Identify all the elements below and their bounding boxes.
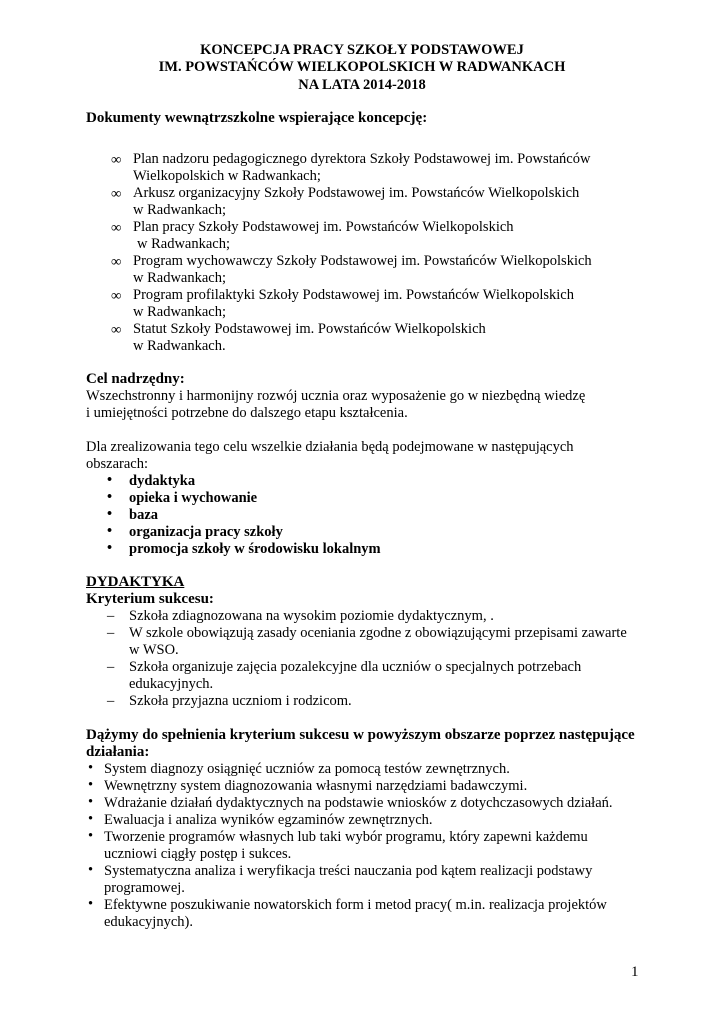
actions-heading-line-1: Dążymy do spełnienia kryterium sukcesu w powyższym obszarze poprzez następujące bbox=[86, 727, 635, 743]
didactics-heading: DYDAKTYKA bbox=[86, 574, 185, 590]
document-item-line-1: Program profilaktyki Szkoły Podstawowej im. Powstańców Wielkopolskich bbox=[133, 287, 574, 303]
bullet-icon: • bbox=[88, 777, 94, 793]
document-item-line-1: Plan pracy Szkoły Podstawowej im. Powstańców Wielkopolskich bbox=[133, 219, 514, 235]
action-item-line-1: Systematyczna analiza i weryfikacja treści nauczania pod kątem realizacji podstawy bbox=[104, 863, 593, 879]
bullet-icon: • bbox=[107, 472, 113, 488]
infinity-bullet-icon: ∞ bbox=[111, 220, 122, 236]
criterion-item-line-1: W szkole obowiązują zasady oceniania zgodne z obowiązującymi przepisami zawarte bbox=[129, 625, 627, 641]
goal-line-1: Wszechstronny i harmonijny rozwój ucznia oraz wyposażenie go w niezbędną wiedzę bbox=[86, 388, 586, 404]
area-item: opieka i wychowanie bbox=[129, 490, 258, 506]
dash-bullet-icon: – bbox=[107, 693, 115, 709]
document-item-line-2: w Radwankach; bbox=[133, 202, 227, 218]
areas-intro-line-1: Dla zrealizowania tego celu wszelkie działania będą podejmowane w następujących bbox=[86, 439, 574, 455]
criterion-item-line-1: Szkoła zdiagnozowana na wysokim poziomie dydaktycznym, . bbox=[129, 608, 494, 624]
bullet-icon: • bbox=[107, 523, 113, 539]
title-line-1: KONCEPCJA PRACY SZKOŁY PODSTAWOWEJ bbox=[200, 42, 524, 58]
action-item-line-1: Wdrażanie działań dydaktycznych na podstawie wniosków z dotychczasowych działań. bbox=[104, 795, 613, 811]
document-item-line-2: w Radwankach; bbox=[133, 304, 227, 320]
infinity-bullet-icon: ∞ bbox=[111, 288, 122, 304]
page-number: 1 bbox=[631, 964, 639, 980]
dash-bullet-icon: – bbox=[107, 625, 115, 641]
bullet-icon: • bbox=[107, 489, 113, 505]
action-item-line-1: System diagnozy osiągnięć uczniów za pomocą testów zewnętrznych. bbox=[104, 761, 510, 777]
infinity-bullet-icon: ∞ bbox=[111, 152, 122, 168]
infinity-bullet-icon: ∞ bbox=[111, 186, 122, 202]
areas-intro-line-2: obszarach: bbox=[86, 456, 148, 472]
document-item-line-2: w Radwankach. bbox=[133, 338, 226, 354]
title-line-2: IM. POWSTAŃCÓW WIELKOPOLSKICH W RADWANKACH bbox=[158, 59, 566, 75]
bullet-icon: • bbox=[88, 896, 94, 912]
area-item: organizacja pracy szkoły bbox=[129, 524, 283, 540]
criterion-item-line-1: Szkoła organizuje zajęcia pozalekcyjne dla uczniów o specjalnych potrzebach bbox=[129, 659, 582, 675]
infinity-bullet-icon: ∞ bbox=[111, 254, 122, 270]
action-item-line-1: Efektywne poszukiwanie nowatorskich form i metod pracy( m.in. realizacja projektów bbox=[104, 897, 607, 913]
criterion-item-line-2: w WSO. bbox=[129, 642, 179, 658]
area-item: dydaktyka bbox=[129, 473, 196, 489]
bullet-icon: • bbox=[107, 506, 113, 522]
action-item-line-2: uczniowi ciągły postęp i sukces. bbox=[104, 846, 292, 862]
title-line-3: NA LATA 2014-2018 bbox=[298, 77, 426, 93]
bullet-icon: • bbox=[88, 811, 94, 827]
document-item-line-2: Wielkopolskich w Radwankach; bbox=[133, 168, 321, 184]
document-item-line-1: Arkusz organizacyjny Szkoły Podstawowej im. Powstańców Wielkopolskich bbox=[133, 185, 580, 201]
bullet-icon: • bbox=[88, 828, 94, 844]
area-item: baza bbox=[129, 507, 158, 523]
document-item-line-2: w Radwankach; bbox=[137, 236, 231, 252]
criterion-heading: Kryterium sukcesu: bbox=[86, 591, 214, 607]
dash-bullet-icon: – bbox=[107, 608, 115, 624]
document-item-line-1: Statut Szkoły Podstawowej im. Powstańców Wielkopolskich bbox=[133, 321, 486, 337]
actions-heading-line-2: działania: bbox=[86, 744, 150, 760]
goal-line-2: i umiejętności potrzebne do dalszego etapu kształcenia. bbox=[86, 405, 408, 421]
document-item-line-1: Plan nadzoru pedagogicznego dyrektora Szkoły Podstawowej im. Powstańców bbox=[133, 151, 591, 167]
action-item-line-2: programowej. bbox=[104, 880, 185, 896]
goal-heading: Cel nadrzędny: bbox=[86, 371, 185, 387]
action-item-line-1: Wewnętrzny system diagnozowania własnymi narzędziami badawczymi. bbox=[104, 778, 528, 794]
bullet-icon: • bbox=[107, 540, 113, 556]
dash-bullet-icon: – bbox=[107, 659, 115, 675]
bullet-icon: • bbox=[88, 760, 94, 776]
criterion-item-line-1: Szkoła przyjazna uczniom i rodzicom. bbox=[129, 693, 352, 709]
action-item-line-1: Ewaluacja i analiza wyników egzaminów zewnętrznych. bbox=[104, 812, 433, 828]
infinity-bullet-icon: ∞ bbox=[111, 322, 122, 338]
document-item-line-1: Program wychowawczy Szkoły Podstawowej im. Powstańców Wielkopolskich bbox=[133, 253, 592, 269]
action-item-line-2: edukacyjnych). bbox=[104, 914, 193, 930]
criterion-item-line-2: edukacyjnych. bbox=[129, 676, 214, 692]
area-item: promocja szkoły w środowisku lokalnym bbox=[129, 541, 381, 557]
bullet-icon: • bbox=[88, 862, 94, 878]
document-item-line-2: w Radwankach; bbox=[133, 270, 227, 286]
action-item-line-1: Tworzenie programów własnych lub taki wybór programu, który zapewni każdemu bbox=[104, 829, 588, 845]
bullet-icon: • bbox=[88, 794, 94, 810]
documents-heading: Dokumenty wewnątrzszkolne wspierające koncepcję: bbox=[86, 110, 428, 126]
